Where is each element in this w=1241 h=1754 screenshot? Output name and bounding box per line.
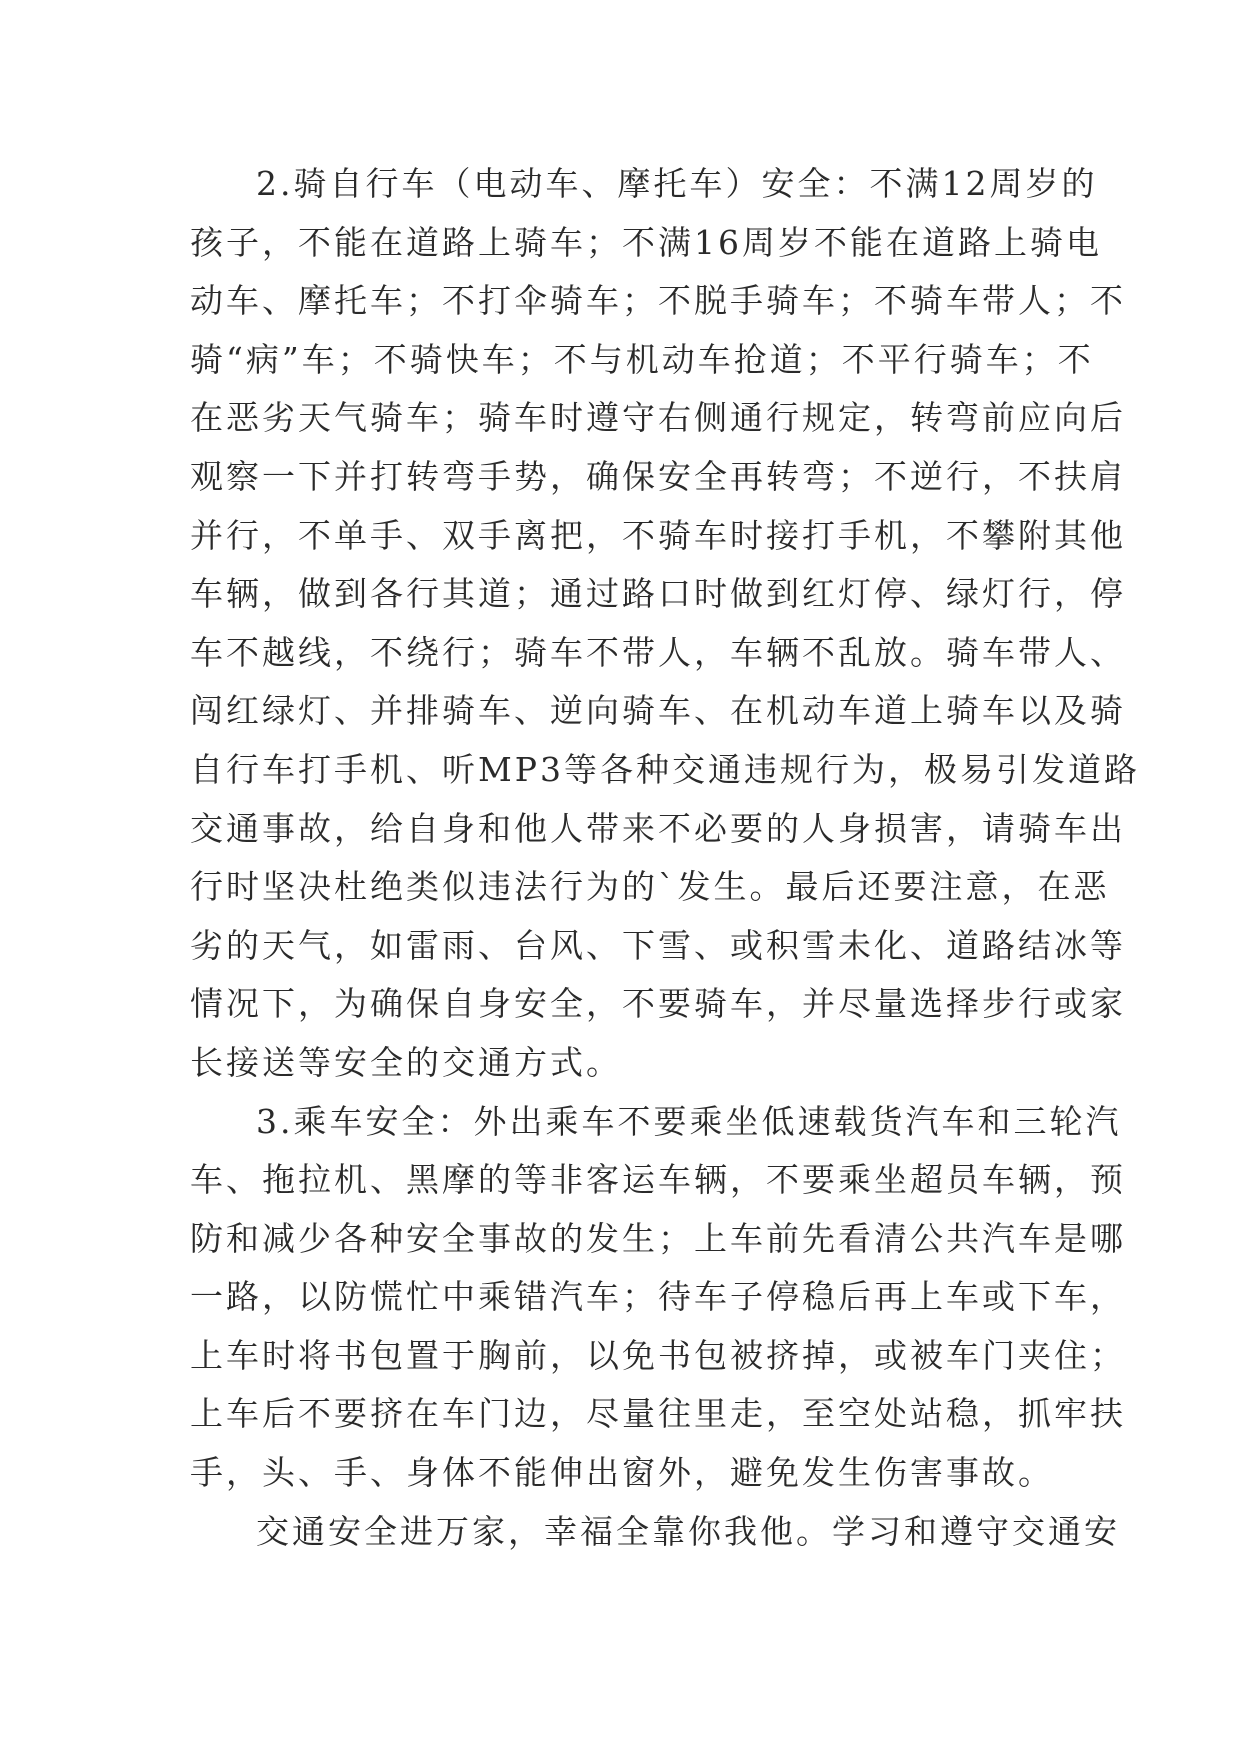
paragraph-line: 上车后不要挤在车门边，尽量往里走，至空处站稳，抓牢扶 xyxy=(190,1394,1126,1434)
paragraph-line: 劣的天气，如雷雨、台风、下雪、或积雪未化、道路结冰等 xyxy=(190,925,1126,965)
paragraph-line: 自行车打手机、听MP3等各种交通违规行为，极易引发道路 xyxy=(190,749,1140,789)
paragraph-line: 一路，以防慌忙中乘错汽车；待车子停稳后再上车或下车， xyxy=(190,1277,1126,1317)
paragraph-line: 手，头、手、身体不能伸出窗外，避免发生伤害事故。 xyxy=(190,1453,1054,1493)
paragraph-line: 上车时将书包置于胸前，以免书包被挤掉，或被车门夹住； xyxy=(190,1335,1126,1375)
paragraph-line: 骑“病”车；不骑快车；不与机动车抢道；不平行骑车；不 xyxy=(190,339,1094,379)
paragraph-line: 闯红绿灯、并排骑车、逆向骑车、在机动车道上骑车以及骑 xyxy=(190,691,1126,731)
paragraph-line: 观察一下并打转弯手势，确保安全再转弯；不逆行，不扶肩 xyxy=(190,456,1126,496)
paragraph-line: 3.乘车安全：外出乘车不要乘坐低速载货汽车和三轮汽 xyxy=(256,1101,1122,1141)
paragraph-line: 防和减少各种安全事故的发生；上车前先看清公共汽车是哪 xyxy=(190,1218,1126,1258)
body-text xyxy=(190,155,1140,1561)
paragraph-line: 孩子，不能在道路上骑车；不满16周岁不能在道路上骑电 xyxy=(190,222,1102,262)
paragraph-line: 交通事故，给自身和他人带来不必要的人身损害，请骑车出 xyxy=(190,808,1126,848)
paragraph-line: 并行，不单手、双手离把，不骑车时接打手机，不攀附其他 xyxy=(190,515,1126,555)
paragraph-line: 交通安全进万家，幸福全靠你我他。学习和遵守交通安 xyxy=(256,1511,1120,1551)
paragraph-line: 车、拖拉机、黑摩的等非客运车辆，不要乘坐超员车辆，预 xyxy=(190,1160,1126,1200)
paragraph-line: 情况下，为确保自身安全，不要骑车，并尽量选择步行或家 xyxy=(190,984,1126,1024)
paragraph-line: 车不越线，不绕行；骑车不带人，车辆不乱放。骑车带人、 xyxy=(190,632,1126,672)
paragraph-line: 车辆，做到各行其道；通过路口时做到红灯停、绿灯行，停 xyxy=(190,574,1126,614)
paragraph-line: 动车、摩托车；不打伞骑车；不脱手骑车；不骑车带人；不 xyxy=(190,281,1126,321)
paragraph-line: 长接送等安全的交通方式。 xyxy=(190,1042,622,1082)
paragraph-line: 2.骑自行车（电动车、摩托车）安全：不满12周岁的 xyxy=(256,164,1098,203)
paragraph-line: 行时坚决杜绝类似违法行为的`发生。最后还要注意，在恶 xyxy=(190,867,1110,907)
paragraph-line: 在恶劣天气骑车；骑车时遵守右侧通行规定，转弯前应向后 xyxy=(190,398,1126,438)
